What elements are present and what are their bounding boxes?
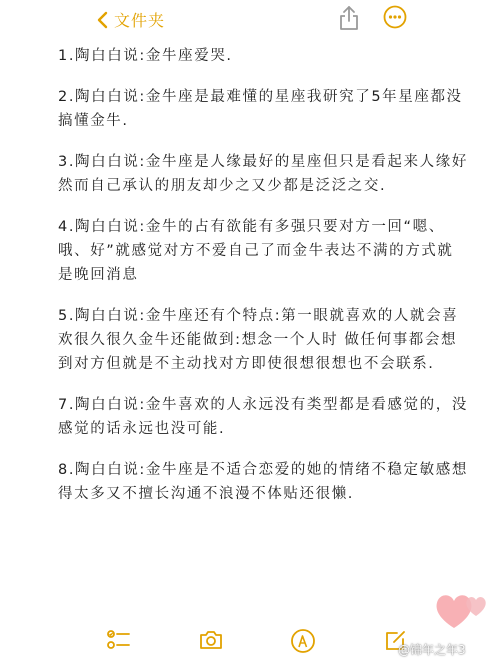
note-paragraph: 7.陶白白说:金牛喜欢的人永远没有类型都是看感觉的，没感觉的话永远也没可能. bbox=[58, 397, 468, 437]
share-button[interactable] bbox=[338, 5, 360, 35]
note-paragraph: 4.陶白白说:金牛的占有欲能有多强只要对方一回“嗯、哦、好”就感觉对方不爱自己了而金牛表达不满的方式就是晚回消息 bbox=[58, 219, 454, 283]
markup-icon bbox=[290, 639, 316, 658]
note-paragraph: 2.陶白白说:金牛座是最难懂的星座我研究了5年星座都没搞懂金牛. bbox=[58, 89, 463, 129]
more-button[interactable] bbox=[383, 5, 407, 33]
more-icon bbox=[383, 14, 407, 33]
note-paragraph: 1.陶白白说:金牛座爱哭. bbox=[58, 48, 233, 64]
note-body[interactable] bbox=[58, 44, 475, 523]
camera-button[interactable] bbox=[198, 628, 224, 656]
note-paragraph: 5.陶白白说:金牛座还有个特点:第一眼就喜欢的人就会喜欢很久很久金牛还能做到:想念一个人时 做任何事都会想到对方但就是不主动找对方即使很想很想也不会联系. bbox=[58, 308, 459, 372]
camera-icon bbox=[198, 637, 224, 656]
back-button[interactable] bbox=[96, 8, 165, 31]
chevron-left-icon bbox=[96, 11, 108, 29]
checklist-button[interactable] bbox=[106, 628, 132, 656]
checklist-icon bbox=[106, 637, 132, 656]
markup-button[interactable] bbox=[290, 628, 316, 658]
share-icon bbox=[338, 16, 360, 35]
navigation-bar bbox=[0, 0, 500, 40]
note-paragraph: 3.陶白白说:金牛座是人缘最好的星座但只是看起来人缘好 然而自己承认的朋友却少之又少都是泛泛之交. bbox=[58, 154, 475, 194]
note-paragraph: 8.陶白白说:金牛座是不适合恋爱的她的情绪不稳定敏感想得太多又不擅长沟通不浪漫不体贴还很懒. bbox=[58, 462, 468, 502]
watermark: @锦年之年3 bbox=[398, 643, 466, 657]
back-label: 文件夹 bbox=[114, 11, 166, 30]
